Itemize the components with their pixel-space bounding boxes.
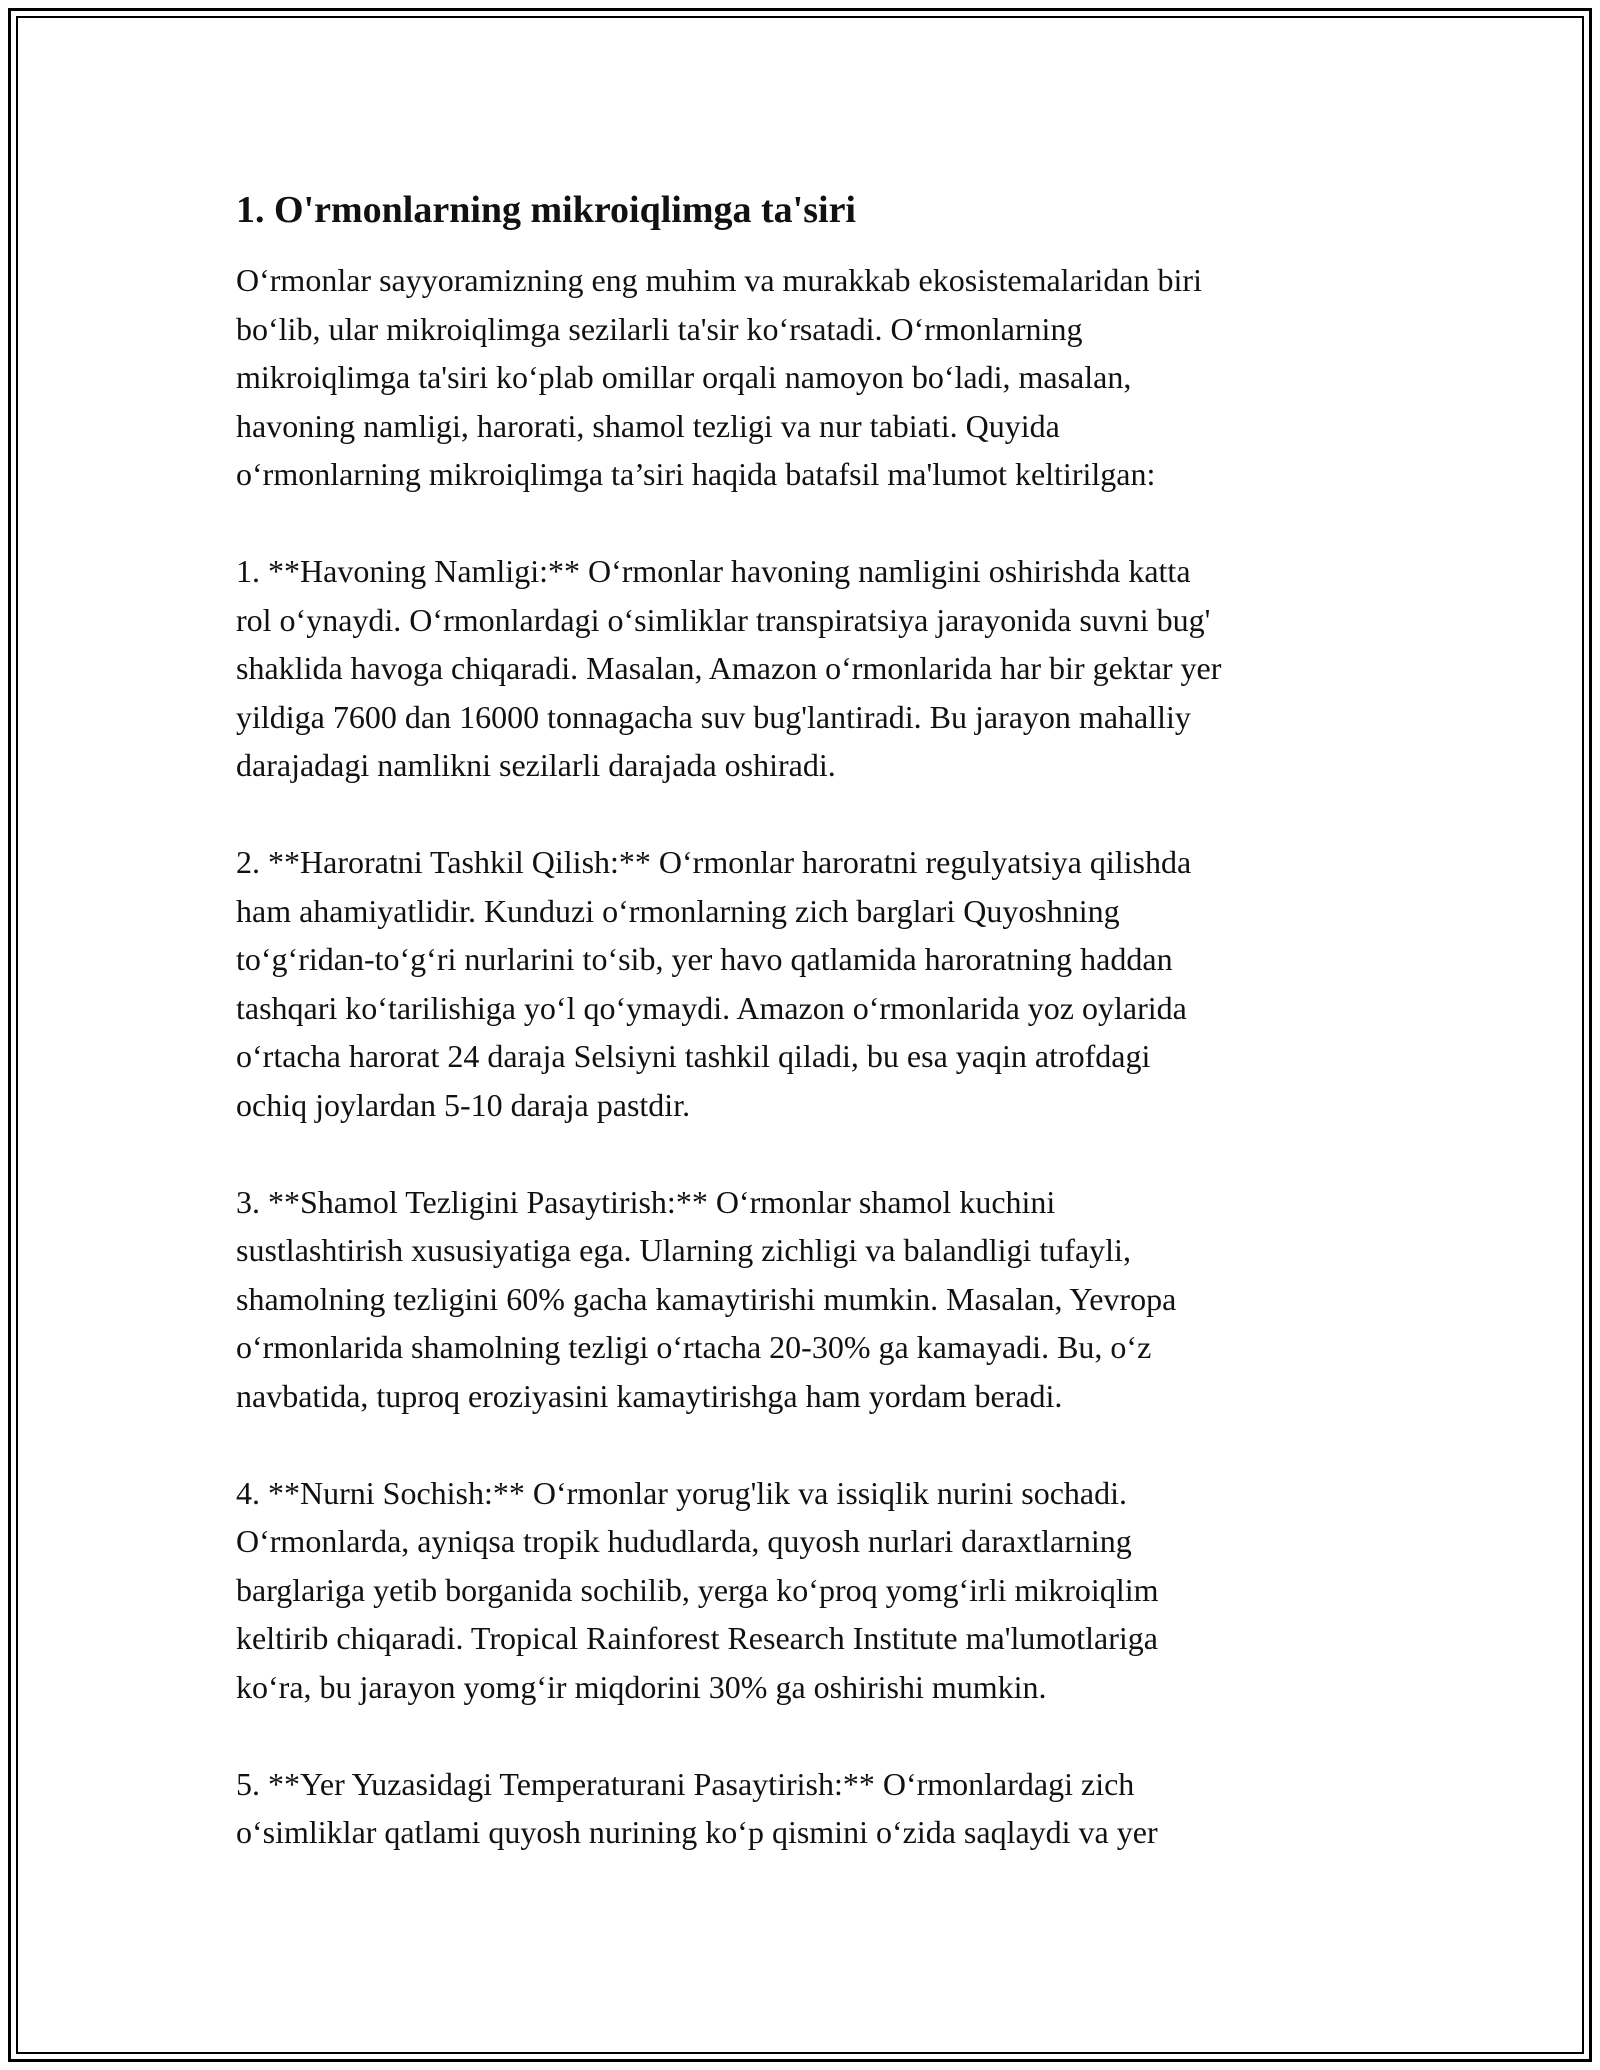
paragraph-surface-temperature: 5. **Yer Yuzasidagi Temperaturani Pasaytirish:** O‘rmonlardagi zich o‘simliklar qatlami quyosh nurining ko‘p qismini o‘zida saqlaydi va yer: [236, 1765, 1158, 1850]
paragraph-wind-speed: 3. **Shamol Tezligini Pasaytirish:** O‘rmonlar shamol kuchini sustlashtirish xususiyatiga ega. Ularning zichligi va balandligi tufayli, shamolning tezligini 60% gacha kamaytirishi mumkin. Masalan, Yevropa o‘rmonlarida shamolning tezligi o‘rtacha 20-30% ga kamayadi. Bu, o‘z navbatida, tuproq eroziyasini kamaytirishga ham yordam beradi.: [236, 1183, 1177, 1414]
document-body: [236, 186, 1376, 1857]
paragraph-temperature: 2. **Haroratni Tashkil Qilish:** O‘rmonlar haroratni regulyatsiya qilishda ham ahamiyatlidir. Kunduzi o‘rmonlarning zich barglari Quyoshning to‘g‘ridan-to‘g‘ri nurlarini to‘sib, yer havo qatlamida haroratning haddan tashqari ko‘tarilishiga yo‘l qo‘ymaydi. Amazon o‘rmonlarida yoz oylarida o‘rtacha harorat 24 daraja Selsiyni tashkil qiladi, bu esa yaqin atrofdagi ochiq joylardan 5-10 daraja pastdir.: [236, 844, 1192, 1123]
paragraph-humidity: 1. **Havoning Namligi:** O‘rmonlar havoning namligini oshirishda katta rol o‘ynaydi. O‘rmonlardagi o‘simliklar transpiratsiya jarayonida suvni bug' shaklida havoga chiqaradi. Masalan, Amazon o‘rmonlarida har bir gektar yer yildiga 7600 dan 16000 tonnagacha suv bug'lantiradi. Bu jarayon mahalliy darajadagi namlikni sezilarli darajada oshiradi.: [236, 553, 1222, 783]
section-heading: 1. O'rmonlarning mikroiqlimga ta'siri: [236, 189, 856, 231]
intro-paragraph: O‘rmonlar sayyoramizning eng muhim va murakkab ekosistemalaridan biri bo‘lib, ular mikroiqlimga sezilarli ta'sir ko‘rsatadi. O‘rmonlarning mikroiqlimga ta'siri ko‘plab omillar orqali namoyon bo‘ladi, masalan, havoning namligi, harorati, shamol tezligi va nur tabiati. Quyida o‘rmonlarning mikroiqlimga ta’siri haqida batafsil ma'lumot keltirilgan:: [236, 262, 1202, 492]
paragraph-light-scattering: 4. **Nurni Sochish:** O‘rmonlar yorug'lik va issiqlik nurini sochadi. O‘rmonlarda, ayniqsa tropik hududlarda, quyosh nurlari daraxtlarning barglariga yetib borganida sochilib, yerga ko‘proq yomg‘irli mikroiqlim keltirib chiqaradi. Tropical Rainforest Research Institute ma'lumotlariga ko‘ra, bu jarayon yomg‘ir miqdorini 30% ga oshirishi mumkin.: [236, 1474, 1159, 1705]
